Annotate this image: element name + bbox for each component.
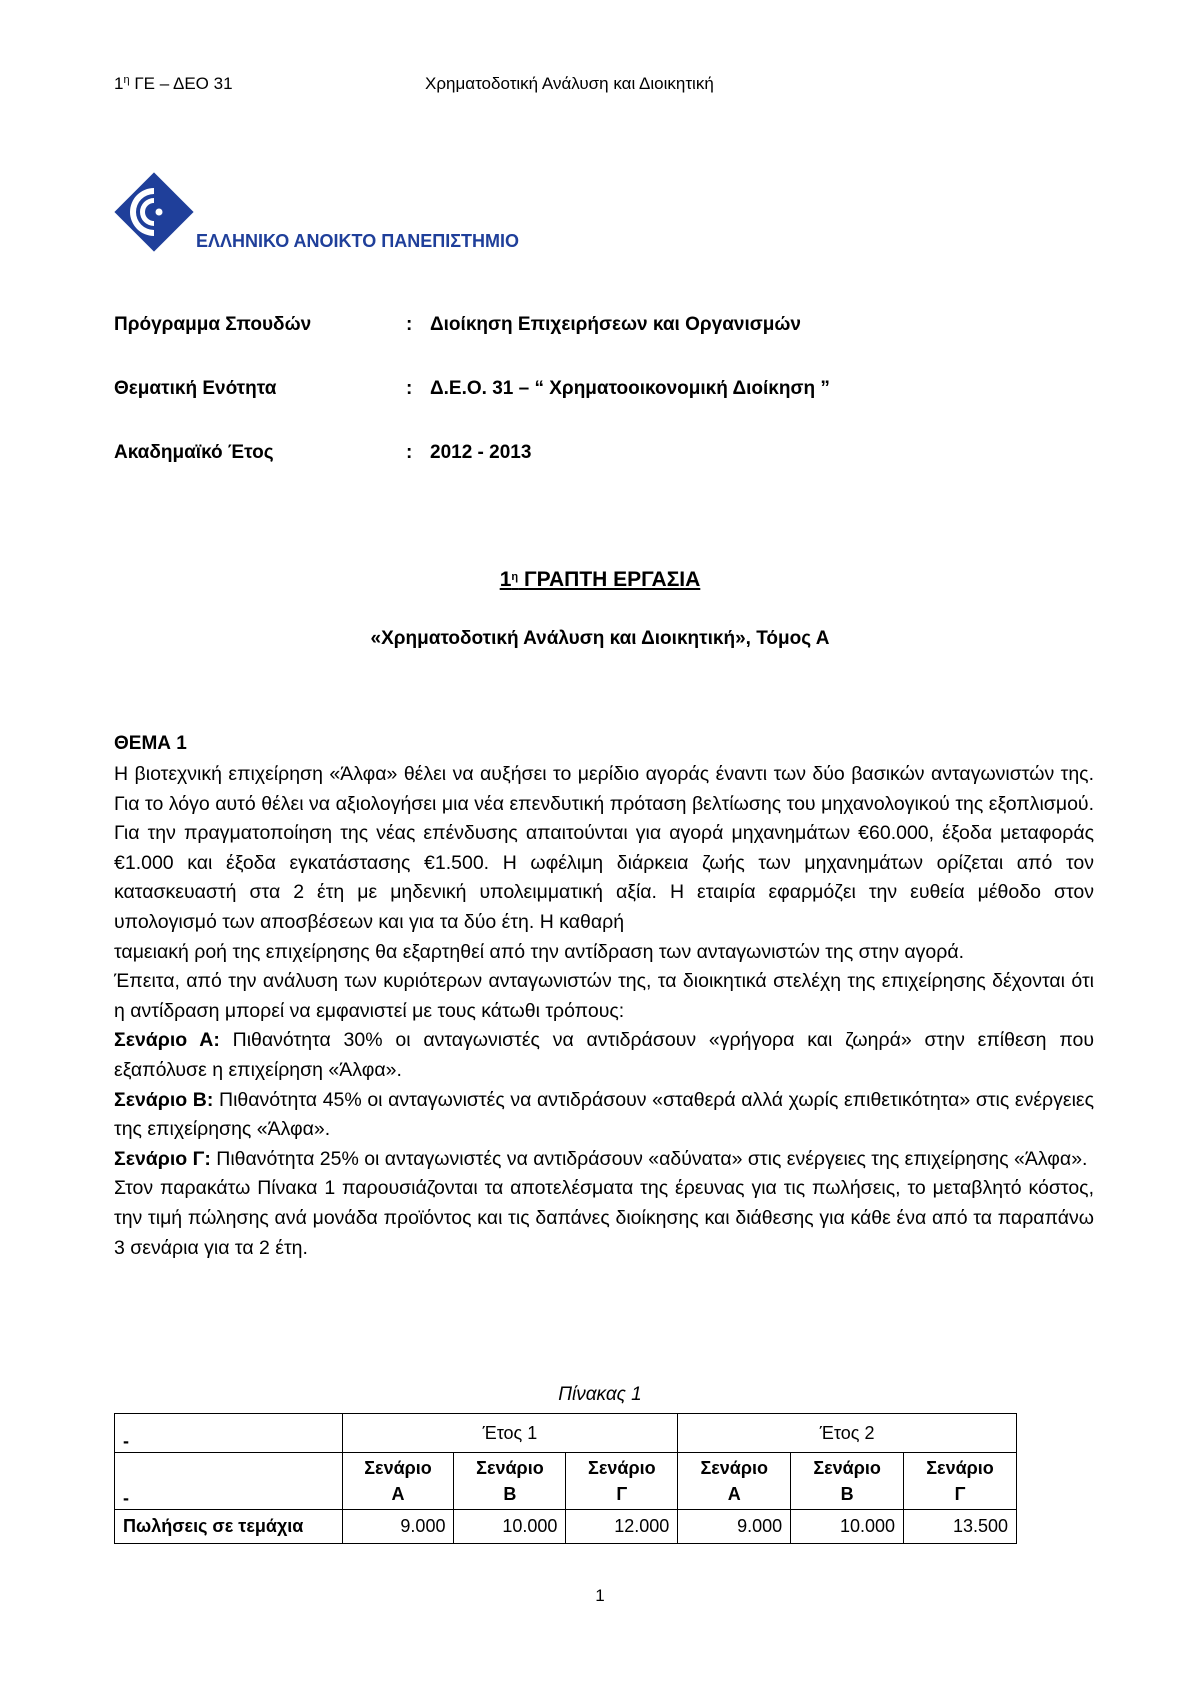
scenario-b: Σενάριο Β: Πιθανότητα 45% οι ανταγωνιστές να αντιδράσουν «σταθερά αλλά χωρίς επιθετικότητα» στις ενέργειες της επιχείρησης «Άλφα».: [114, 1088, 1094, 1141]
year-2-header: Έτος 2: [678, 1414, 1017, 1453]
assignment-title: $1^\eta$ ΓΡΑΠΤΗ ΕΡΓΑΣΙΑ: [499, 568, 701, 591]
year-1-header: Έτος 1: [342, 1414, 678, 1453]
table-corner-2: -: [115, 1453, 343, 1510]
table-cell: 12.000: [566, 1510, 678, 1544]
meta-program: Πρόγραμμα Σπουδών : Διοίκηση Επιχειρήσεων και Οργανισμών: [114, 314, 801, 335]
page-number: 1: [595, 1586, 605, 1605]
paragraph-cashflow: ταμειακή ροή της επιχείρησης θα εξαρτηθεί από την αντίδραση των ανταγωνιστών της στην αγορά.: [114, 940, 965, 963]
topic-body: [114, 760, 1094, 1263]
table-caption: Πίνακας 1: [558, 1384, 642, 1405]
university-name: ΕΛΛΗΝΙΚΟ ΑΝΟΙΚΤΟ ΠΑΝΕΠΙΣΤΗΜΙΟ: [196, 231, 519, 251]
data-table: [114, 1413, 1017, 1544]
table-cell: 10.000: [791, 1510, 904, 1544]
paragraph-analysis: Έπειτα, από την ανάλυση των κυριότερων ανταγωνιστών της, τα διοικητικά στελέχη της επιχείρησης δέχονται ότι η αντίδραση μπορεί να εμφανιστεί με τους κάτωθι τρόπους:: [114, 970, 1094, 1022]
paragraph-intro: Η βιοτεχνική επιχείρηση «Άλφα» θέλει να αυξήσει το μερίδιο αγοράς έναντι των δύο βασικών ανταγωνιστών της. Για το λόγο αυτό θέλει να αξιολογήσει μια νέα επενδυτική πρόταση βελτίωσης του μηχανολογικού της εξοπλισμού. Για την πραγματοποίηση της νέας επένδυσης απαιτούνται για αγορά μηχανημάτων €60.000, έξοδα μεταφοράς €1.000 και έξοδα εγκατάστασης €1.500. Η ωφέλιμη διάρκεια ζωής των μηχανημάτων ορίζεται από τον κατασκευαστή στα 2 έτη με μηδενική υπολειμματική αξία. Η εταιρία εφαρμόζει την ευθεία μέθοδο στον υπολογισμό των αποσβέσεων και για τα δύο έτη. Η καθαρή: [114, 763, 1094, 933]
scenario-header: Σενάριο Γ: [904, 1453, 1017, 1510]
table-cell: 9.000: [342, 1510, 454, 1544]
table-cell: 10.000: [454, 1510, 566, 1544]
scenario-header: Σενάριο Γ: [566, 1453, 678, 1510]
table-cell: 13.500: [904, 1510, 1017, 1544]
scenario-a: Σενάριο Α: Πιθανότητα 30% οι ανταγωνιστές να αντιδράσουν «γρήγορα και ζωηρά» στην επίθεση που εξαπόλυσε η επιχείρηση «Άλφα».: [114, 1029, 1094, 1081]
row-label: Πωλήσεις σε τεμάχια: [115, 1510, 343, 1544]
paragraph-table-intro: Στον παρακάτω Πίνακα 1 παρουσιάζονται τα αποτελέσματα της έρευνας για τις πωλήσεις, το μεταβλητό κόστος, την τιμή πώλησης ανά μονάδα προϊόντος και τις δαπάνες διοίκησης και διάθεσης για κάθε ένα από τα παραπάνω 3 σενάρια για τα 2 έτη.: [114, 1177, 1094, 1259]
table-header-scenarios: [115, 1453, 1017, 1510]
meta-module: Θεματική Ενότητα : Δ.Ε.Ο. 31 – “ Χρηματοοικονομική Διοίκηση ”: [114, 378, 830, 399]
topic-heading: ΘΕΜΑ 1: [114, 733, 187, 754]
running-header-title: Χρηματοδοτική Ανάλυση και Διοικητική: [425, 74, 714, 93]
table-corner: -: [115, 1414, 343, 1453]
scenario-header: Σενάριο Α: [342, 1453, 454, 1510]
scenario-header: Σενάριο Α: [678, 1453, 791, 1510]
university-logo-icon: [112, 170, 196, 254]
running-header-course: $1^\eta$ ΓΕ – ΔΕΟ 31: [114, 74, 233, 93]
table-header-years: [115, 1414, 1017, 1453]
scenario-c: Σενάριο Γ: Πιθανότητα 25% οι ανταγωνιστές να αντιδράσουν «αδύνατα» στις ενέργειες της επιχείρησης «Άλφα».: [114, 1147, 1088, 1170]
scenario-header: Σενάριο Β: [454, 1453, 566, 1510]
assignment-subtitle: «Χρηματοδοτική Ανάλυση και Διοικητική», Τόμος Α: [370, 628, 830, 649]
table-row: [115, 1510, 1017, 1544]
scenario-header: Σενάριο Β: [791, 1453, 904, 1510]
table-cell: 9.000: [678, 1510, 791, 1544]
meta-year: Ακαδημαϊκό Έτος : 2012 - 2013: [114, 442, 532, 463]
